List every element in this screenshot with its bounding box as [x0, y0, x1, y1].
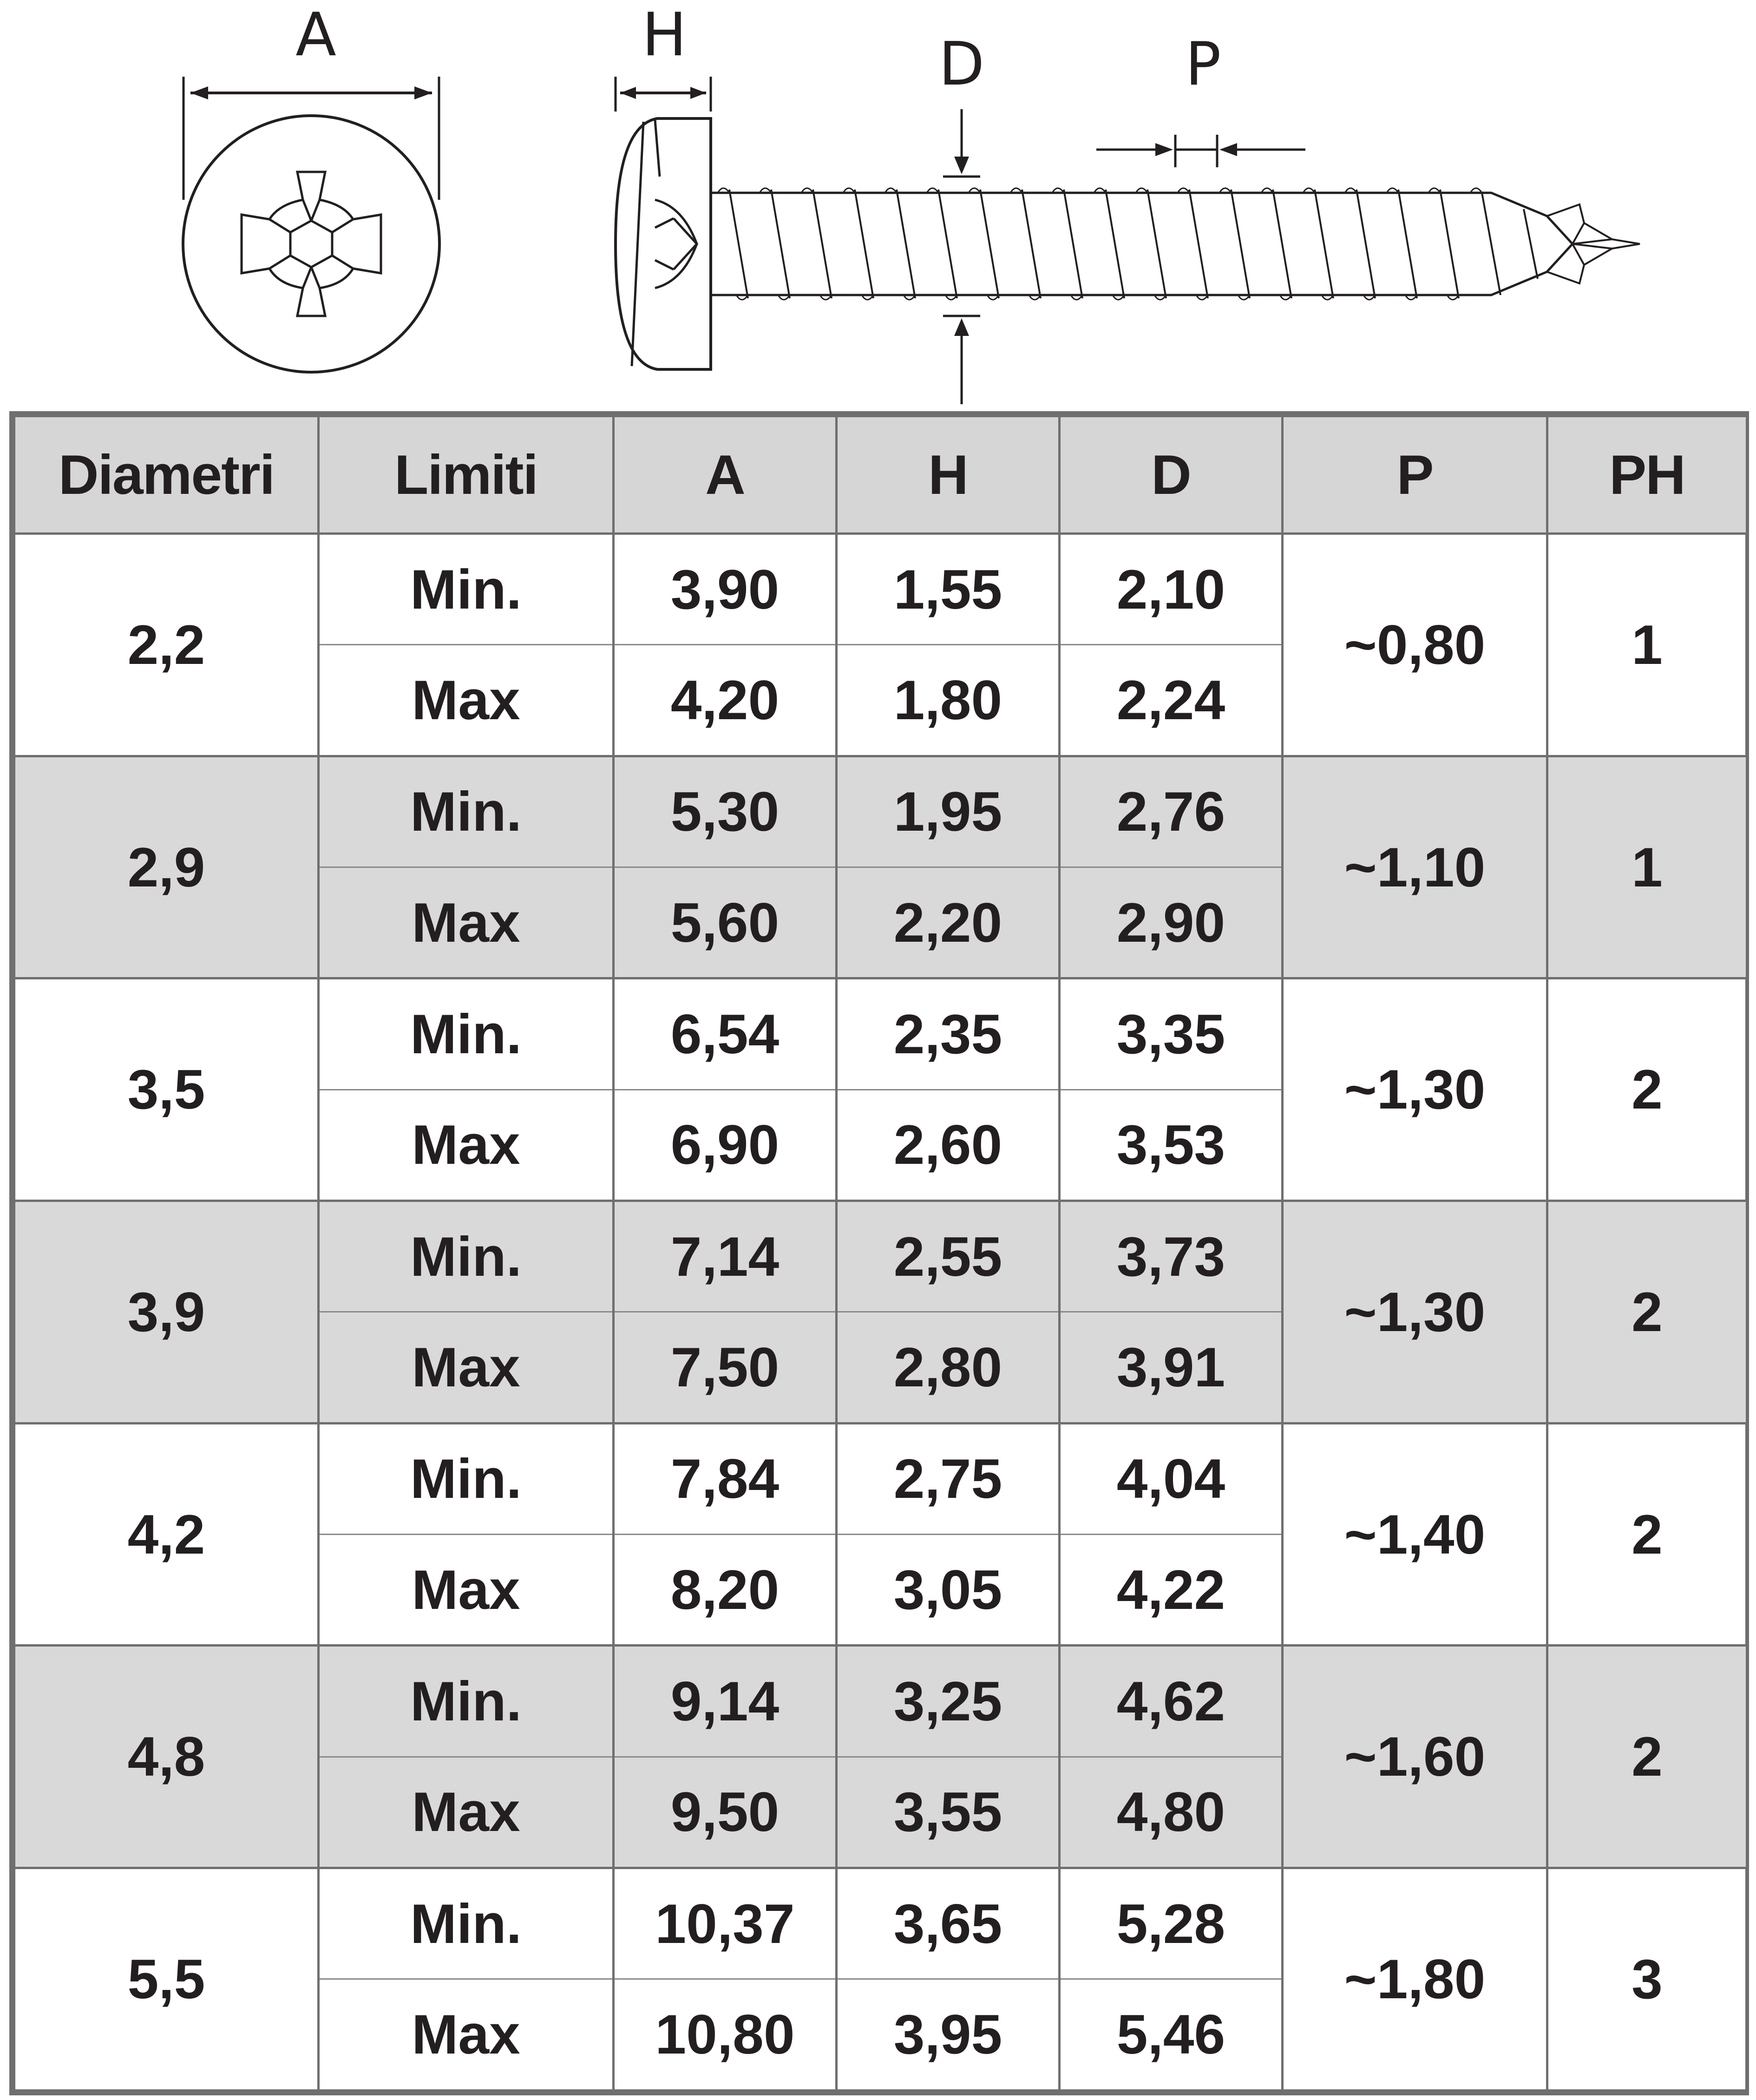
- h-value-cell: 3,05: [837, 1535, 1060, 1646]
- dimension-label-a: A: [295, 0, 336, 70]
- d-value-cell: 3,73: [1060, 1201, 1283, 1312]
- h-value-cell: 3,55: [837, 1757, 1060, 1868]
- header-row: [14, 416, 1747, 534]
- a-value-cell: 7,84: [614, 1423, 837, 1534]
- limite-cell: Max: [319, 867, 614, 978]
- column-header-diametri: Diametri: [14, 416, 319, 534]
- h-value-cell: 3,25: [837, 1646, 1060, 1757]
- d-value-cell: 4,04: [1060, 1423, 1283, 1534]
- table-body: [14, 534, 1747, 2091]
- a-value-cell: 6,90: [614, 1089, 837, 1201]
- a-value-cell: 5,30: [614, 756, 837, 867]
- h-value-cell: 1,55: [837, 534, 1060, 645]
- h-value-cell: 2,35: [837, 978, 1060, 1089]
- limite-cell: Max: [319, 1535, 614, 1646]
- limite-cell: Min.: [319, 1201, 614, 1312]
- limite-cell: Max: [319, 1757, 614, 1868]
- d-value-cell: 4,62: [1060, 1646, 1283, 1757]
- h-value-cell: 2,75: [837, 1423, 1060, 1534]
- p-value-cell: ~1,40: [1283, 1423, 1547, 1646]
- table-row: [14, 1423, 1747, 1534]
- a-value-cell: 7,50: [614, 1312, 837, 1423]
- h-value-cell: 1,95: [837, 756, 1060, 867]
- d-value-cell: 3,91: [1060, 1312, 1283, 1423]
- a-value-cell: 4,20: [614, 645, 837, 756]
- ph-value-cell: 3: [1547, 1868, 1747, 2091]
- p-value-cell: ~1,10: [1283, 756, 1547, 978]
- limite-cell: Max: [319, 1312, 614, 1423]
- diametro-cell: 2,2: [14, 534, 319, 756]
- limite-cell: Min.: [319, 1868, 614, 1979]
- d-value-cell: 2,10: [1060, 534, 1283, 645]
- a-value-cell: 10,37: [614, 1868, 837, 1979]
- dimensions-table-container: [9, 411, 1749, 2095]
- table-row: [14, 1646, 1747, 1757]
- diametro-cell: 4,8: [14, 1646, 319, 1868]
- column-header-d: D: [1060, 416, 1283, 534]
- ph-value-cell: 2: [1547, 1201, 1747, 1424]
- diametro-cell: 3,5: [14, 978, 319, 1201]
- screw-head-top-view: [183, 77, 439, 372]
- d-value-cell: 2,76: [1060, 756, 1283, 867]
- h-value-cell: 2,20: [837, 867, 1060, 978]
- a-value-cell: 9,14: [614, 1646, 837, 1757]
- table-row: [14, 1868, 1747, 1979]
- a-value-cell: 6,54: [614, 978, 837, 1089]
- a-value-cell: 5,60: [614, 867, 837, 978]
- screw-technical-drawing: [0, 0, 1756, 409]
- ph-value-cell: 2: [1547, 978, 1747, 1201]
- diametro-cell: 2,9: [14, 756, 319, 978]
- p-value-cell: ~1,60: [1283, 1646, 1547, 1868]
- d-value-cell: 3,53: [1060, 1089, 1283, 1201]
- d-value-cell: 2,24: [1060, 645, 1283, 756]
- h-value-cell: 3,65: [837, 1868, 1060, 1979]
- a-value-cell: 9,50: [614, 1757, 837, 1868]
- table-row: [14, 756, 1747, 867]
- d-value-cell: 4,80: [1060, 1757, 1283, 1868]
- h-value-cell: 2,80: [837, 1312, 1060, 1423]
- h-value-cell: 1,80: [837, 645, 1060, 756]
- d-value-cell: 3,35: [1060, 978, 1283, 1089]
- limite-cell: Max: [319, 1089, 614, 1201]
- d-value-cell: 2,90: [1060, 867, 1283, 978]
- p-value-cell: ~1,30: [1283, 1201, 1547, 1424]
- column-header-p: P: [1283, 416, 1547, 534]
- h-value-cell: 2,60: [837, 1089, 1060, 1201]
- d-value-cell: 4,22: [1060, 1535, 1283, 1646]
- a-value-cell: 7,14: [614, 1201, 837, 1312]
- h-value-cell: 3,95: [837, 1979, 1060, 2091]
- table-row: [14, 978, 1747, 1089]
- d-value-cell: 5,46: [1060, 1979, 1283, 2091]
- dimensions-table: [13, 415, 1748, 2092]
- ph-value-cell: 2: [1547, 1646, 1747, 1868]
- column-header-ph: PH: [1547, 416, 1747, 534]
- column-header-limiti: Limiti: [319, 416, 614, 534]
- p-value-cell: ~1,30: [1283, 978, 1547, 1201]
- screw-side-view: [616, 77, 1640, 404]
- dimension-label-h: H: [642, 0, 687, 70]
- a-value-cell: 3,90: [614, 534, 837, 645]
- limite-cell: Min.: [319, 1423, 614, 1534]
- p-value-cell: ~1,80: [1283, 1868, 1547, 2091]
- p-value-cell: ~0,80: [1283, 534, 1547, 756]
- column-header-h: H: [837, 416, 1060, 534]
- diametro-cell: 4,2: [14, 1423, 319, 1646]
- limite-cell: Max: [319, 645, 614, 756]
- a-value-cell: 10,80: [614, 1979, 837, 2091]
- d-value-cell: 5,28: [1060, 1868, 1283, 1979]
- ph-value-cell: 2: [1547, 1423, 1747, 1646]
- limite-cell: Min.: [319, 534, 614, 645]
- diametro-cell: 5,5: [14, 1868, 319, 2091]
- dimension-label-d: D: [938, 30, 985, 99]
- ph-value-cell: 1: [1547, 756, 1747, 978]
- limite-cell: Max: [319, 1979, 614, 2091]
- screw-drawing-svg: [0, 0, 1756, 409]
- a-value-cell: 8,20: [614, 1535, 837, 1646]
- diametro-cell: 3,9: [14, 1201, 319, 1424]
- h-value-cell: 2,55: [837, 1201, 1060, 1312]
- limite-cell: Min.: [319, 978, 614, 1089]
- table-row: [14, 1201, 1747, 1312]
- limite-cell: Min.: [319, 1646, 614, 1757]
- column-header-a: A: [614, 416, 837, 534]
- dimension-label-p: P: [1185, 30, 1221, 99]
- ph-value-cell: 1: [1547, 534, 1747, 756]
- table-row: [14, 534, 1747, 645]
- limite-cell: Min.: [319, 756, 614, 867]
